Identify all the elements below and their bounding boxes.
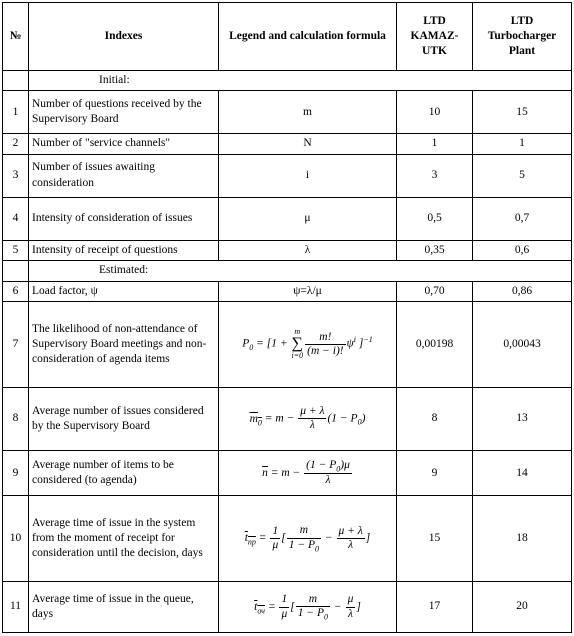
- section-row-initial: [3, 70, 572, 91]
- row-number: 1: [3, 91, 29, 134]
- row-value-turbo: 14: [473, 451, 572, 496]
- row-value-kamaz: 1: [397, 134, 473, 155]
- row-legend: m: [219, 91, 397, 134]
- row-legend: μ: [219, 197, 397, 240]
- row-number: 6: [3, 281, 29, 302]
- row-label: Number of issues awaiting consideration: [29, 154, 219, 197]
- table-row: [3, 582, 572, 633]
- formula-t-system: $t_{пр}$ = $\frac{1}{\mu}$ [ $\frac{m}{1 - P_0}$ − $\frac{\mu + \lambda}{\lambda}$ ]: [219, 496, 397, 582]
- table-row: [3, 387, 572, 450]
- header-row: [3, 3, 572, 71]
- row-value-kamaz: 9: [397, 451, 473, 496]
- section-row-estimated: [3, 261, 572, 282]
- row-legend: N: [219, 134, 397, 155]
- row-label: Average time of issue in the queue, days: [29, 582, 219, 633]
- table-row: [3, 134, 572, 155]
- table-row: [3, 154, 572, 197]
- header-col2: LTD Turbocharger Plant: [473, 3, 572, 71]
- row-label: Number of "service channels": [29, 134, 219, 155]
- row-label: Average time of issue in the system from the moment of receipt for consideration until the decision, days: [29, 496, 219, 582]
- row-value-kamaz: 0,70: [397, 281, 473, 302]
- table-row: [3, 197, 572, 240]
- row-value-turbo: 0,6: [473, 240, 572, 261]
- row-legend: λ: [219, 240, 397, 261]
- formula-p0: $P_0 = [1$ + m ∑ i=0 $\frac{m!}{(m - i)!}$ $\psi^i$ ]$^{-1}$: [219, 302, 397, 388]
- row-label: Load factor, ψ: [29, 281, 219, 302]
- row-value-kamaz: 17: [397, 582, 473, 633]
- row-value-turbo: 0,86: [473, 281, 572, 302]
- table-row: [3, 281, 572, 302]
- section-initial: Initial:: [29, 70, 572, 91]
- header-num: №: [3, 3, 29, 71]
- formula-t-queue: $t_{оч}$ = $\frac{1}{\mu}$ [ $\frac{m}{1 - P_0}$ − $\frac{\mu}{\lambda}$ ]: [219, 582, 397, 633]
- table-row: [3, 302, 572, 388]
- row-value-kamaz: 15: [397, 496, 473, 582]
- row-legend: i: [219, 154, 397, 197]
- table-row: [3, 451, 572, 496]
- header-legend: Legend and calculation formula: [219, 3, 397, 71]
- indexes-table: [2, 2, 572, 633]
- row-label: Intensity of receipt of questions: [29, 240, 219, 261]
- table-row: [3, 496, 572, 582]
- row-label: Intensity of consideration of issues: [29, 197, 219, 240]
- header-col1: LTD KAMAZ-UTK: [397, 3, 473, 71]
- row-number: 10: [3, 496, 29, 582]
- row-number: 11: [3, 582, 29, 633]
- row-value-kamaz: 10: [397, 91, 473, 134]
- row-value-turbo: 0,7: [473, 197, 572, 240]
- row-value-turbo: 18: [473, 496, 572, 582]
- row-value-kamaz: 0,35: [397, 240, 473, 261]
- table-row: [3, 91, 572, 134]
- row-value-turbo: 1: [473, 134, 572, 155]
- row-number: 7: [3, 302, 29, 388]
- row-number: 8: [3, 387, 29, 450]
- row-value-turbo: 20: [473, 582, 572, 633]
- formula-n: $\overline{n} = m$ − $\frac{(1 - P_0)\mu}{\lambda}$: [219, 451, 397, 496]
- table-row: [3, 240, 572, 261]
- row-value-turbo: 15: [473, 91, 572, 134]
- row-legend: ψ=λ/μ: [219, 281, 397, 302]
- row-number: 2: [3, 134, 29, 155]
- header-indexes: Indexes: [29, 3, 219, 71]
- row-value-turbo: 0,00043: [473, 302, 572, 388]
- formula-m0: $m_0 = m$ − $\frac{\mu + \lambda}{\lambda}$ $(1 - P_0)$: [219, 387, 397, 450]
- row-value-kamaz: 3: [397, 154, 473, 197]
- row-value-turbo: 13: [473, 387, 572, 450]
- row-value-kamaz: 0,5: [397, 197, 473, 240]
- row-value-kamaz: 0,00198: [397, 302, 473, 388]
- row-number: 3: [3, 154, 29, 197]
- row-number: 5: [3, 240, 29, 261]
- row-label: Average number of issues considered by the Supervisory Board: [29, 387, 219, 450]
- row-label: Number of questions received by the Supervisory Board: [29, 91, 219, 134]
- row-value-kamaz: 8: [397, 387, 473, 450]
- row-number: 9: [3, 451, 29, 496]
- section-estimated: Estimated:: [29, 261, 572, 282]
- row-value-turbo: 5: [473, 154, 572, 197]
- row-label: The likelihood of non-attendance of Supervisory Board meetings and non-consideration of agenda items: [29, 302, 219, 388]
- row-number: 4: [3, 197, 29, 240]
- row-label: Average number of items to be considered (to agenda): [29, 451, 219, 496]
